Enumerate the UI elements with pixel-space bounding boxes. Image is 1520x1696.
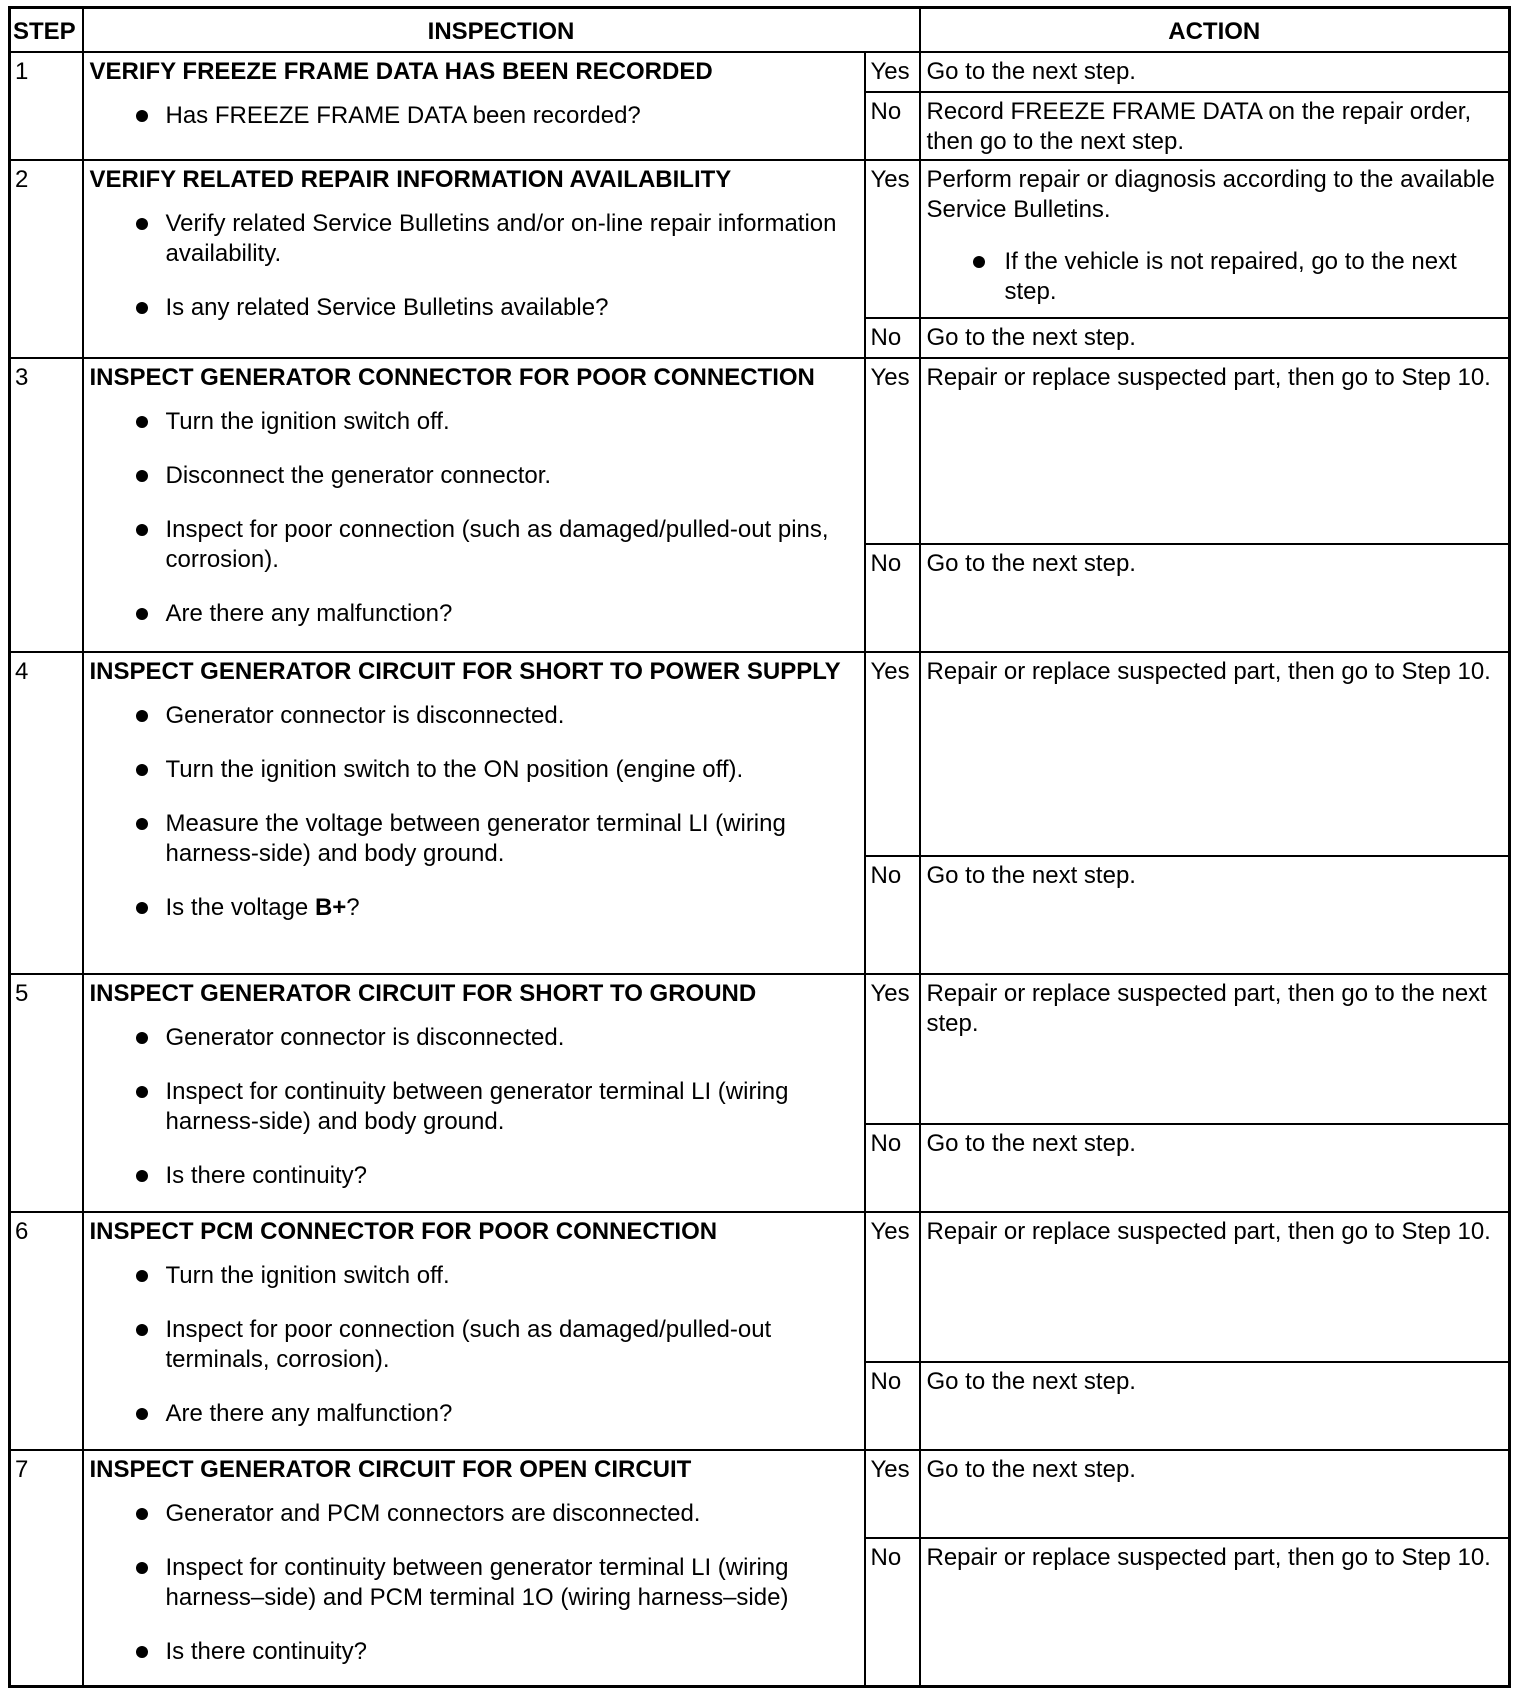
action-bullets <box>927 247 1503 307</box>
step-number: 5 <box>10 974 83 1212</box>
inspection-bullet: Inspect for continuity between generator terminal LI (wiring harness-side) and body ground. <box>90 1077 858 1137</box>
inspection-bullet: Turn the ignition switch off. <box>90 407 858 437</box>
no-action: Go to the next step. <box>920 1362 1510 1450</box>
inspection-bullet: Are there any malfunction? <box>90 1399 858 1429</box>
step-number: 3 <box>10 358 83 652</box>
inspection-cell <box>83 1212 865 1450</box>
no-label: No <box>865 1362 920 1450</box>
step-row-2-yes <box>10 160 1510 318</box>
yes-label: Yes <box>865 358 920 544</box>
step-row-4-yes <box>10 652 1510 856</box>
inspection-bullet: Is any related Service Bulletins available? <box>90 293 858 323</box>
header-row <box>10 8 1510 53</box>
inspection-bullet: Is there continuity? <box>90 1161 858 1191</box>
header-step: STEP <box>10 8 83 53</box>
no-action: Go to the next step. <box>920 1124 1510 1212</box>
inspection-title: INSPECT GENERATOR CIRCUIT FOR OPEN CIRCUIT <box>89 1456 692 1483</box>
inspection-bullet: Generator and PCM connectors are disconnected. <box>90 1499 858 1529</box>
step-row-1-yes <box>10 52 1510 92</box>
yes-action: Go to the next step. <box>920 52 1510 92</box>
inspection-bullet: Turn the ignition switch off. <box>90 1261 858 1291</box>
inspection-bullet: Inspect for continuity between generator terminal LI (wiring harness–side) and PCM terminal 1O (wiring harness–side) <box>90 1553 858 1613</box>
step-row-5-yes <box>10 974 1510 1124</box>
no-action: Go to the next step. <box>920 544 1510 652</box>
inspection-bullets <box>90 1499 858 1667</box>
inspection-bullet: Are there any malfunction? <box>90 599 858 629</box>
step-number: 2 <box>10 160 83 358</box>
yes-action-cell <box>920 160 1510 318</box>
no-label: No <box>865 1538 920 1686</box>
inspection-title: INSPECT GENERATOR CIRCUIT FOR SHORT TO POWER SUPPLY <box>89 658 841 685</box>
inspection-bullet: Measure the voltage between generator terminal LI (wiring harness-side) and body ground. <box>90 809 858 869</box>
diagnostic-table <box>8 6 1511 1688</box>
inspection-bullet: Inspect for poor connection (such as damaged/pulled-out terminals, corrosion). <box>90 1315 858 1375</box>
step-number: 6 <box>10 1212 83 1450</box>
yes-label: Yes <box>865 652 920 856</box>
inspection-title: INSPECT GENERATOR CONNECTOR FOR POOR CONNECTION <box>89 364 815 391</box>
yes-action: Go to the next step. <box>920 1450 1510 1538</box>
no-label: No <box>865 1124 920 1212</box>
inspection-bullet: Has FREEZE FRAME DATA been recorded? <box>90 101 858 131</box>
header-inspection: INSPECTION <box>83 8 920 53</box>
inspection-bullets <box>90 1261 858 1429</box>
inspection-bullet: Disconnect the generator connector. <box>90 461 858 491</box>
inspection-bullet: Inspect for poor connection (such as damaged/pulled-out pins, corrosion). <box>90 515 858 575</box>
inspection-title: INSPECT PCM CONNECTOR FOR POOR CONNECTION <box>89 1218 718 1245</box>
inspection-bullet: Generator connector is disconnected. <box>90 701 858 731</box>
inspection-bullets <box>90 209 858 323</box>
bullet-text: Is the voltage <box>165 894 315 921</box>
yes-label: Yes <box>865 974 920 1124</box>
inspection-cell <box>83 52 865 160</box>
no-label: No <box>865 544 920 652</box>
inspection-title: INSPECT GENERATOR CIRCUIT FOR SHORT TO GROUND <box>89 980 757 1007</box>
yes-action: Repair or replace suspected part, then go to Step 10. <box>920 1212 1510 1362</box>
step-number: 4 <box>10 652 83 974</box>
step-row-7-yes <box>10 1450 1510 1538</box>
step-number: 7 <box>10 1450 83 1686</box>
yes-action: Repair or replace suspected part, then go to the next step. <box>920 974 1510 1124</box>
inspection-bullet <box>90 893 858 923</box>
inspection-title: VERIFY RELATED REPAIR INFORMATION AVAILABILITY <box>89 166 732 193</box>
step-row-6-yes <box>10 1212 1510 1362</box>
inspection-cell <box>83 1450 865 1686</box>
no-action: Go to the next step. <box>920 856 1510 974</box>
inspection-cell <box>83 974 865 1212</box>
header-action: ACTION <box>920 8 1510 53</box>
no-action: Repair or replace suspected part, then go to Step 10. <box>920 1538 1510 1686</box>
yes-label: Yes <box>865 160 920 318</box>
inspection-bullets <box>90 701 858 923</box>
inspection-bullets <box>90 101 858 131</box>
inspection-bullet: Generator connector is disconnected. <box>90 1023 858 1053</box>
inspection-cell <box>83 160 865 358</box>
step-row-3-yes <box>10 358 1510 544</box>
bullet-text: ? <box>346 894 360 921</box>
step-number: 1 <box>10 52 83 160</box>
yes-label: Yes <box>865 1212 920 1362</box>
yes-label: Yes <box>865 1450 920 1538</box>
yes-action: Repair or replace suspected part, then go to Step 10. <box>920 652 1510 856</box>
yes-label: Yes <box>865 52 920 92</box>
inspection-bullet: Is there continuity? <box>90 1637 858 1667</box>
inspection-bullet: Turn the ignition switch to the ON position (engine off). <box>90 755 858 785</box>
inspection-title: VERIFY FREEZE FRAME DATA HAS BEEN RECORDED <box>89 58 713 85</box>
no-label: No <box>865 92 920 160</box>
no-label: No <box>865 856 920 974</box>
inspection-bullets <box>90 407 858 629</box>
voltage-value: B+ <box>314 894 347 921</box>
action-bullet: If the vehicle is not repaired, go to the next step. <box>927 247 1503 307</box>
yes-action: Perform repair or diagnosis according to the available Service Bulletins. <box>926 166 1495 223</box>
no-action: Record FREEZE FRAME DATA on the repair order, then go to the next step. <box>920 92 1510 160</box>
inspection-cell <box>83 358 865 652</box>
no-label: No <box>865 318 920 358</box>
inspection-cell <box>83 652 865 974</box>
inspection-bullets <box>90 1023 858 1191</box>
no-action: Go to the next step. <box>920 318 1510 358</box>
yes-action: Repair or replace suspected part, then go to Step 10. <box>920 358 1510 544</box>
inspection-bullet: Verify related Service Bulletins and/or on-line repair information availability. <box>90 209 858 269</box>
